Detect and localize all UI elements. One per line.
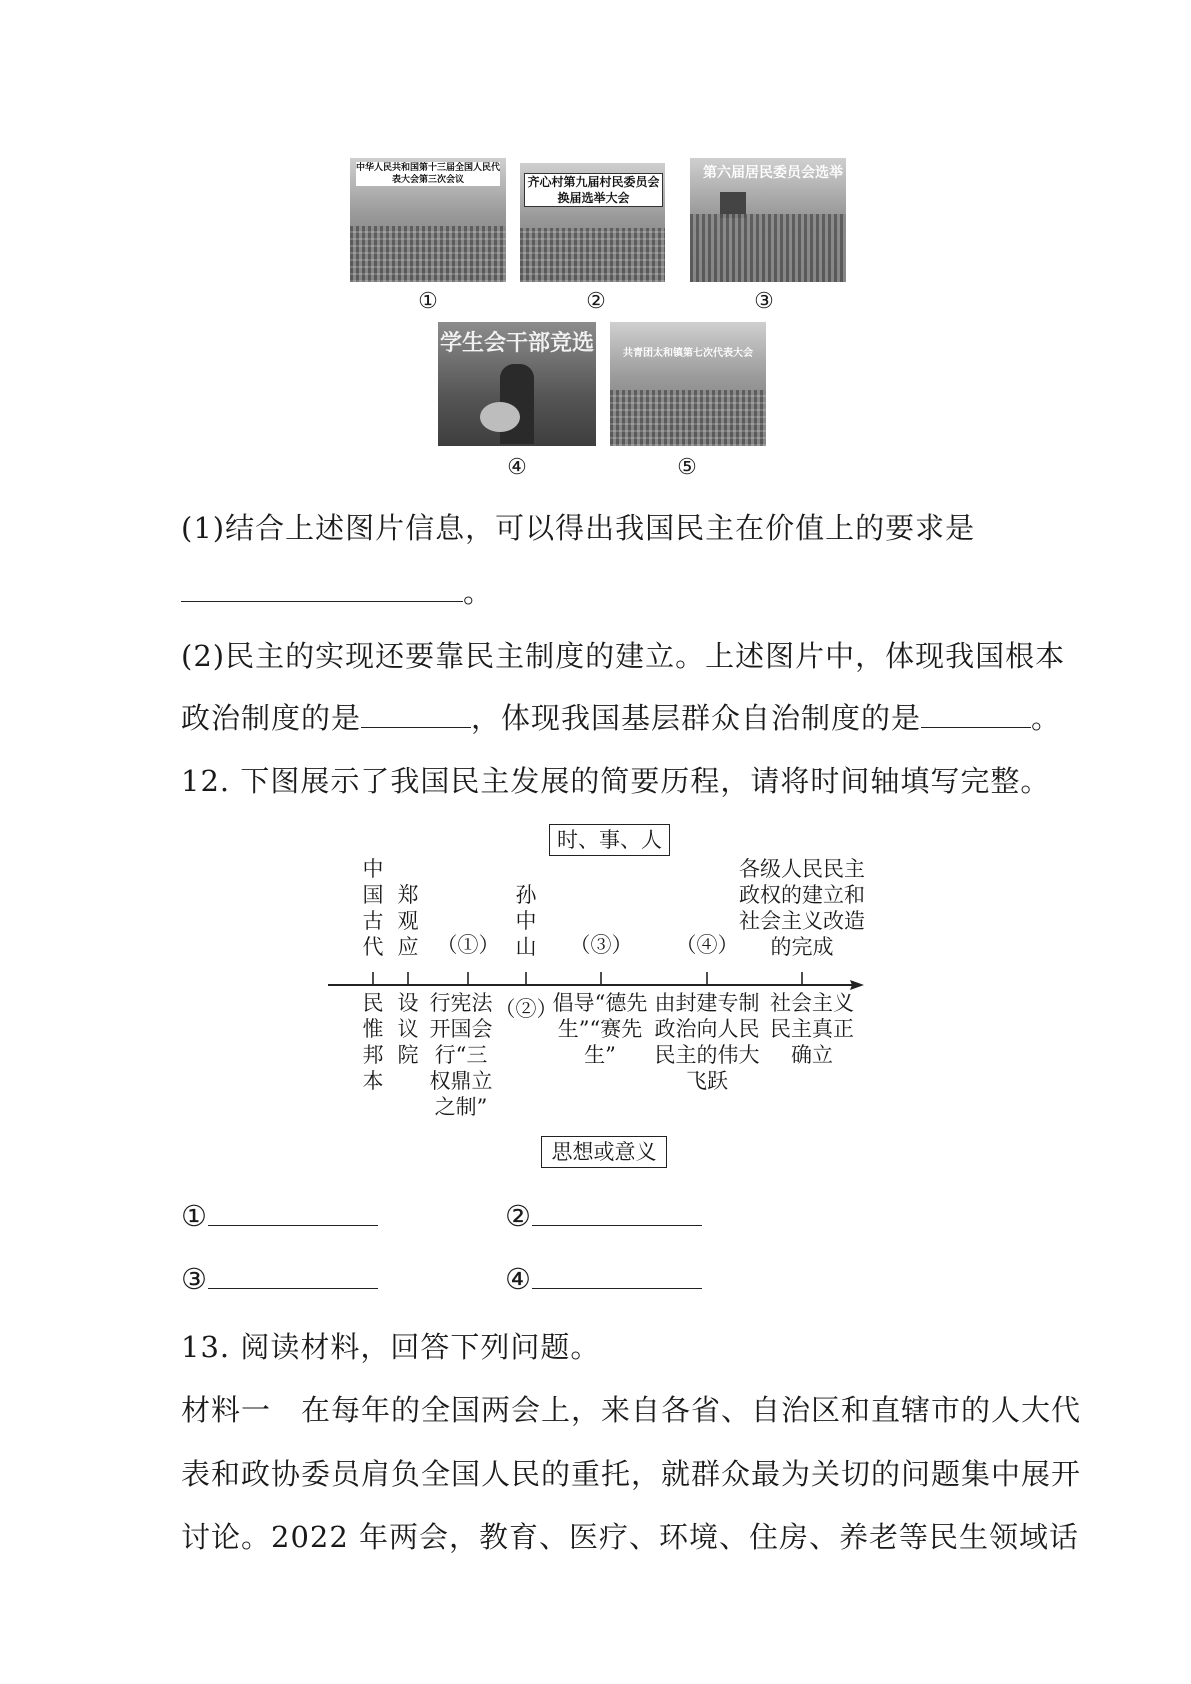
timeline-bottom-item: 倡导“德先生”“赛先生” — [552, 991, 648, 1067]
photo-student-election — [438, 322, 596, 446]
timeline-bottom-item: 社会主义民主真正确立 — [770, 991, 854, 1067]
answer-line-1 — [181, 1199, 378, 1233]
photo-caption: ④ — [507, 455, 527, 480]
answer-label: ④ — [505, 1262, 532, 1296]
q13-stem: 13. 阅读材料，回答下列问题。 — [181, 1330, 601, 1364]
answer-blank[interactable] — [361, 723, 471, 728]
answer-line-3 — [181, 1262, 378, 1296]
q11-part1-text: (1)结合上述图片信息，可以得出我国民主在价值上的要求是 — [181, 511, 976, 545]
q13-material-line2: 表和政协委员肩负全国人民的重托，就群众最为关切的问题集中展开 — [181, 1457, 1082, 1491]
q13-material-line3: 讨论。2022 年两会，教育、医疗、环境、住房、养老等民生领域话 — [181, 1520, 1080, 1554]
answer-label: ② — [505, 1199, 532, 1233]
answer-label: ① — [181, 1199, 208, 1233]
q11-part2-end: 。 — [1031, 701, 1062, 735]
timeline-bottom-item: 设议院 — [397, 991, 419, 1067]
answer-label: ③ — [181, 1262, 208, 1296]
photo-banner: 学生会干部竞选 — [440, 331, 595, 356]
photo-banner: 共青团太和镇第七次代表大会 — [623, 348, 753, 359]
timeline-bottom-item: 行宪法开国会行“三权鼎立之制” — [429, 991, 493, 1119]
photo-caption: ① — [418, 289, 438, 314]
photo-village-election — [520, 163, 665, 282]
photo-rows — [610, 390, 766, 446]
answer-blank[interactable] — [208, 1284, 378, 1289]
answer-line-4 — [505, 1262, 702, 1296]
q13-material-line1: 材料一 在每年的全国两会上，来自各省、自治区和直辖市的人大代 — [181, 1393, 1082, 1427]
top-category-box: 时、事、人 — [549, 824, 670, 856]
answer-blank[interactable] — [532, 1221, 702, 1226]
q11-part1-answer — [181, 570, 493, 611]
timeline-top-item: （④） — [675, 933, 739, 957]
answer-blank[interactable] — [181, 597, 463, 602]
answer-blank[interactable] — [921, 723, 1031, 728]
timeline-bottom-item: （②） — [494, 997, 558, 1021]
timeline-top-item: （①） — [436, 933, 500, 957]
timeline-top-item: 孙中山 — [515, 883, 537, 959]
answer-blank[interactable] — [208, 1221, 378, 1226]
answer-line-2 — [505, 1199, 702, 1233]
photo-resident-election — [690, 158, 846, 282]
photo-banner: 齐心村第九届村民委员会换届选举大会 — [524, 173, 663, 207]
q12-stem: 12. 下图展示了我国民主发展的简要历程，请将时间轴填写完整。 — [181, 764, 1051, 798]
q11-part2-text-b: ，体现我国基层群众自治制度的是 — [471, 701, 922, 735]
answer-blank[interactable] — [532, 1284, 702, 1289]
q11-part2-line1: (2)民主的实现还要靠民主制度的建立。上述图片中，体现我国根本 — [181, 639, 1066, 673]
q11-part1-end: 。 — [463, 575, 494, 609]
timeline-top-item: （③） — [569, 933, 633, 957]
timeline-bottom-item: 由封建专制政治向人民民主的伟大飞跃 — [654, 991, 760, 1093]
bottom-category-box: 思想或意义 — [541, 1136, 667, 1168]
photo-npc-session — [350, 158, 506, 282]
timeline-bottom-item: 民惟邦本 — [362, 991, 384, 1093]
photo-crowd — [690, 214, 846, 282]
photo-banner: 中华人民共和国第十三届全国人民代表大会第三次会议 — [356, 163, 501, 185]
photo-banner: 第六届居民委员会选举 — [703, 165, 843, 181]
photo-rows — [520, 228, 665, 282]
q11-part2-line2 — [181, 696, 1061, 737]
q11-part1 — [181, 506, 975, 547]
photo-rows — [350, 226, 506, 282]
timeline-top-item: 中国古代 — [362, 857, 384, 959]
photo-league-congress — [610, 322, 766, 446]
timeline-top-item: 郑观应 — [397, 883, 419, 959]
timeline-top-item: 各级人民民主政权的建立和社会主义改造的完成 — [739, 857, 865, 959]
flowers — [480, 402, 520, 432]
photo-caption: ⑤ — [677, 455, 697, 480]
photo-caption: ② — [586, 289, 606, 314]
q11-part2-text-a: 政治制度的是 — [181, 701, 362, 735]
photo-caption: ③ — [754, 289, 774, 314]
